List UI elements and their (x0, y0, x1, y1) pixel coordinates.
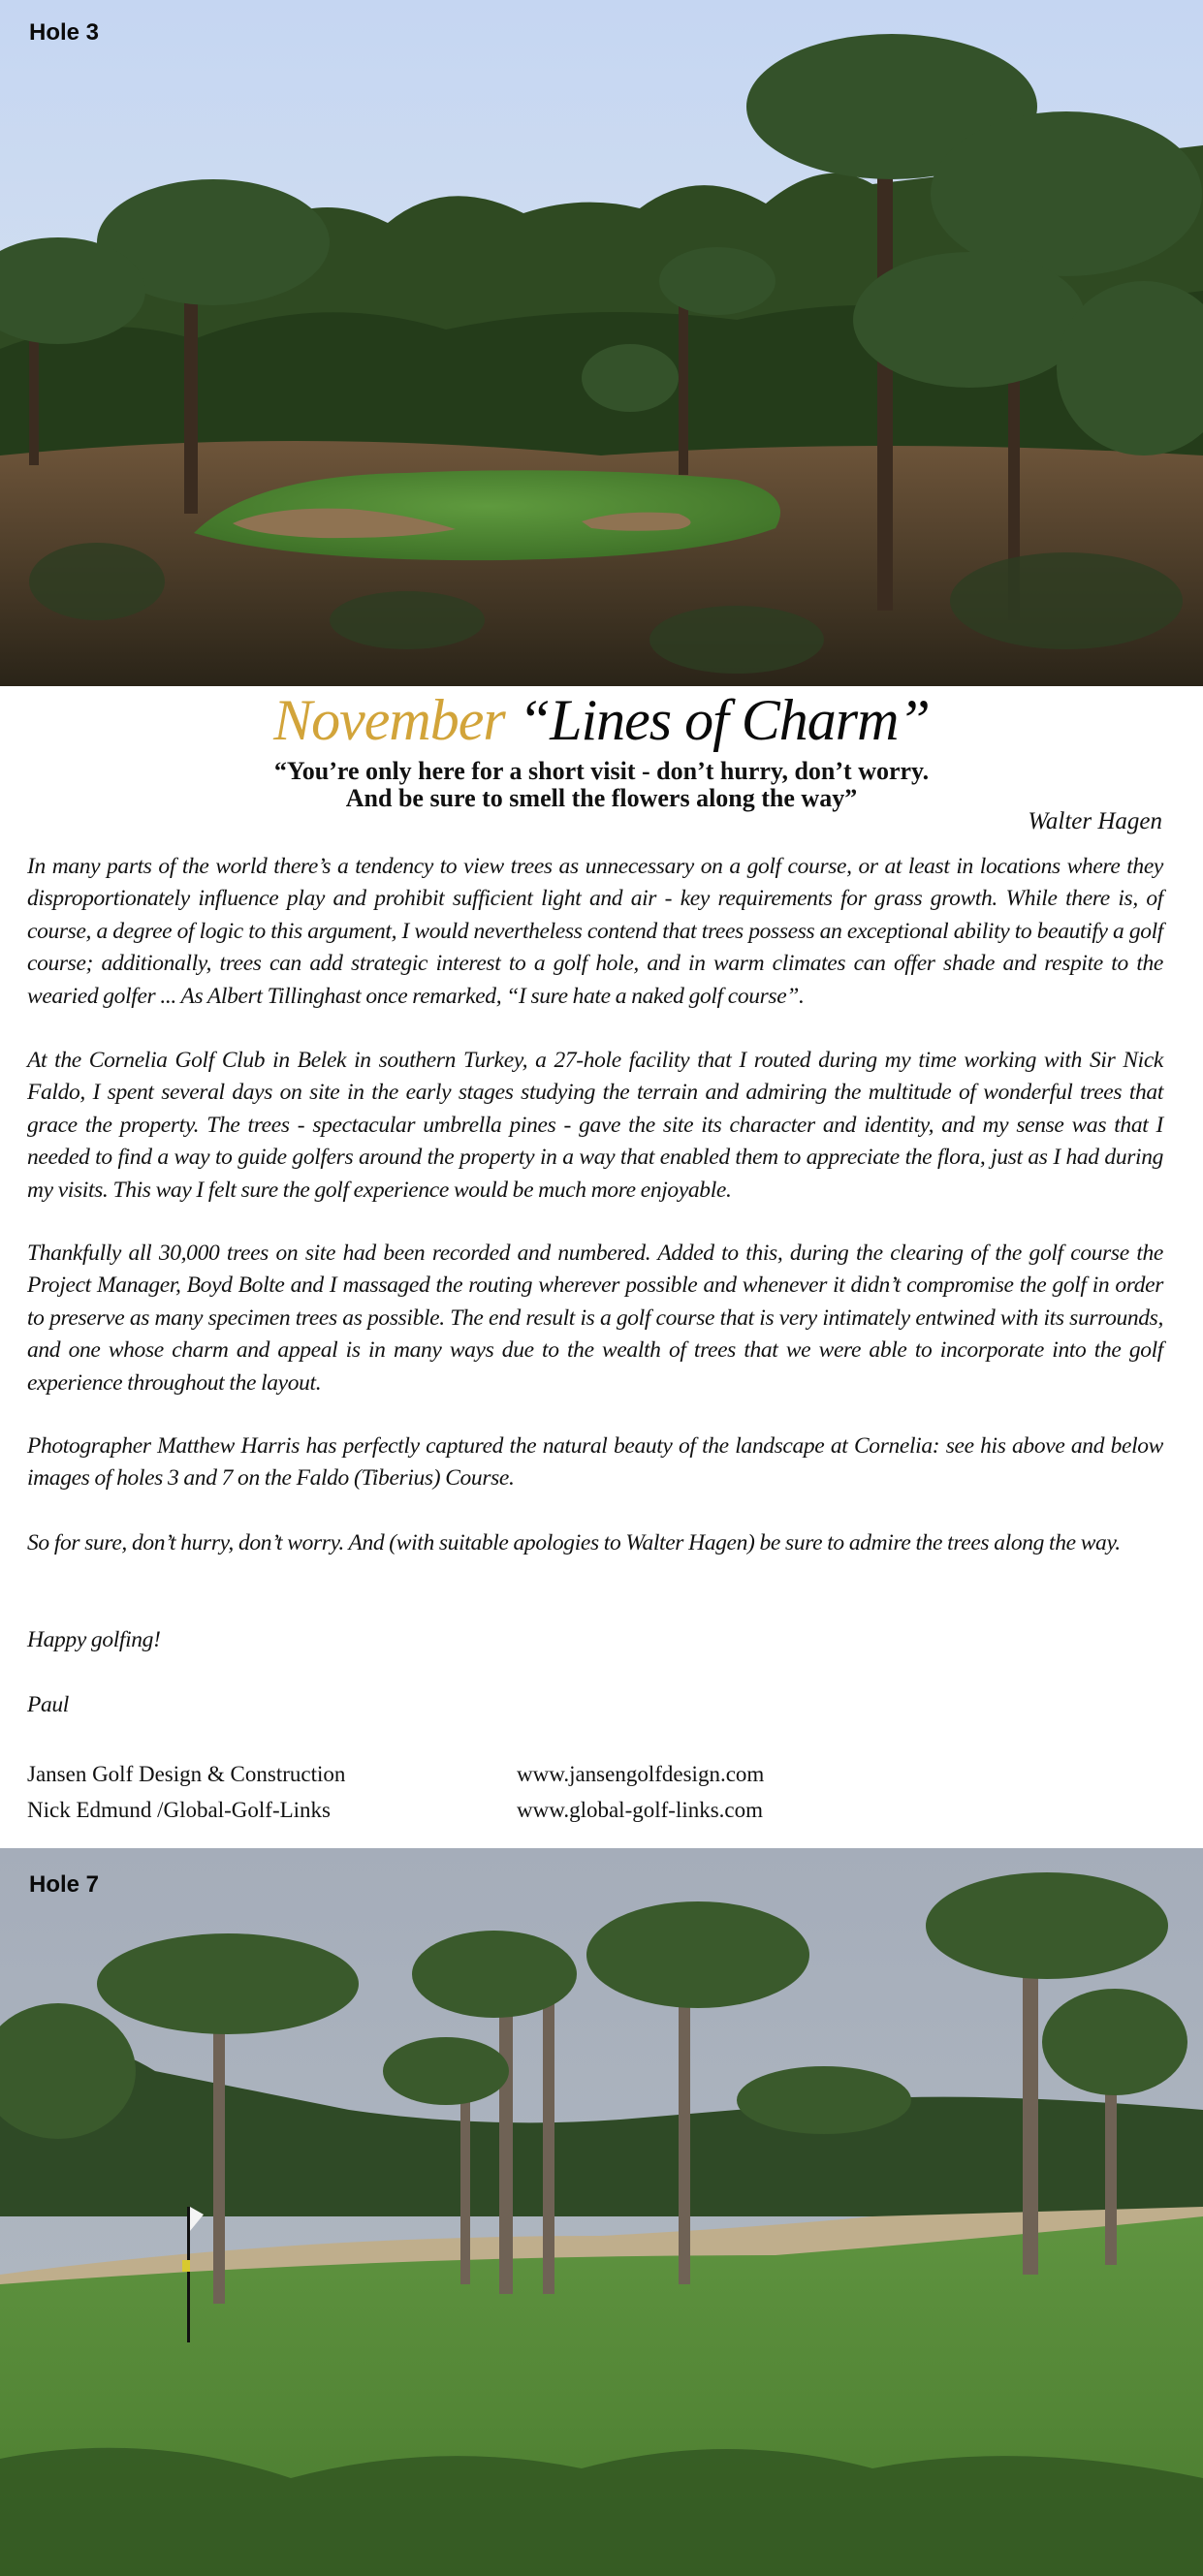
credit-name: Nick Edmund /Global-Golf-Links (27, 1798, 332, 1822)
title-month: November (273, 688, 505, 752)
epigraph-quote (0, 758, 1203, 812)
paragraph: At the Cornelia Golf Club in Belek in southern Turkey, a 27-hole facility that I routed during my time working with Sir Nick Faldo, I spent several days on site in the early stages studying the terrain and admiring the multitude of wonderful trees that grace the property. The trees - spectacular umbrella pines - gave the site its character and identity, and my sense was that I needed to find a way to guide golfers around the property in a way that enabled them to appreciate the flora, just as I had during my visits. This way I felt sure the golf experience would be much more enjoyable. (27, 1048, 1163, 1203)
hole-label: Hole 7 (29, 1871, 100, 1898)
title-name: “Lines of Charm” (518, 688, 930, 752)
paragraph: So for sure, don’t hurry, don’t worry. And (with suitable apologies to Walter Hagen) be sure to admire the trees along the way. (27, 1530, 1121, 1555)
hole-label: Hole 3 (29, 19, 100, 46)
hole-3-photo (0, 0, 1203, 686)
hole-3-landscape-image (0, 0, 1203, 686)
quote-line-2: And be sure to smell the flowers along the way” (345, 784, 858, 812)
paragraph: In many parts of the world there’s a tendency to view trees as unnecessary on a golf course, or at least in locations where they disproportionately influence play and prohibit sufficient light and air - key requirements for grass growth. While there is, of course, a degree of logic to this argument, I would nevertheless contend that trees possess an exceptional ability to beautify a golf course; additionally, trees can add strategic interest to a golf hole, and in warm climates can offer shade and respite to the wearied golfer ... As Albert Tillinghast once remarked, “I sure hate a naked golf course”. (27, 854, 1163, 1009)
credit-url-link[interactable]: www.global-golf-links.com (517, 1798, 764, 1822)
hole-7-landscape-image (0, 1848, 1203, 2576)
hole-7-photo (0, 1848, 1203, 2576)
quote-author: Walter Hagen (1028, 808, 1162, 834)
credit-url-link[interactable]: www.jansengolfdesign.com (517, 1762, 765, 1786)
credit-name: Jansen Golf Design & Construction (27, 1762, 346, 1786)
page-title (0, 690, 1203, 750)
paragraph: Photographer Matthew Harris has perfectly captured the natural beauty of the landscape at Cornelia: see his above and below images of holes 3 and 7 on the Faldo (Tiberius) Course. (27, 1433, 1163, 1492)
signature-name: Paul (27, 1692, 69, 1717)
sign-off: Happy golfing! (27, 1627, 161, 1652)
paragraph: Thankfully all 30,000 trees on site had been recorded and numbered. Added to this, during the clearing of the golf course the Project Manager, Boyd Bolte and I massaged the routing wherever possible and whenever it didn’t compromise the golf in order to preserve as many specimen trees as possible. The end result is a golf course that is very intimately entwined with its surrounds, and one whose charm and appeal is in many ways due to the wealth of trees that we were able to incorporate into the golf experience throughout the layout. (27, 1241, 1163, 1396)
quote-line-1: “You’re only here for a short visit - don’t hurry, don’t worry. (273, 757, 930, 785)
